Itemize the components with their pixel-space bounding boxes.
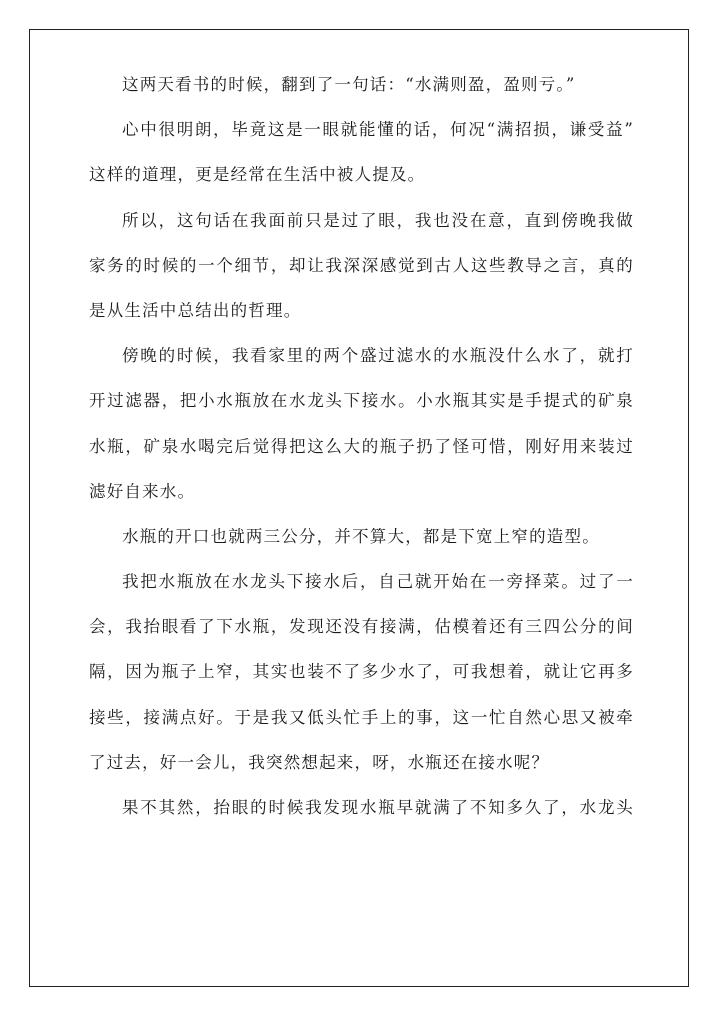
document-body <box>89 62 634 830</box>
text-line: 水瓶，矿泉水喝完后觉得把这么大的瓶子扔了怪可惜，刚好用来装过 <box>89 436 634 456</box>
text-line: 是从生活中总结出的哲理。 <box>89 300 302 320</box>
text-line: 了过去，好一会儿，我突然想起来，呀，水瓶还在接水呢？ <box>89 752 550 772</box>
text-line: 家务的时候的一个细节，却让我深深感觉到古人这些教导之言，真的 <box>89 255 634 275</box>
text-line: 我把水瓶放在水龙头下接水后，自己就开始在一旁择菜。过了一 <box>122 572 634 592</box>
text-line: 所以，这句话在我面前只是过了眼，我也没在意，直到傍晚我做 <box>122 210 634 230</box>
text-line: 这两天看书的时候，翻到了一句话：“水满则盈，盈则亏。” <box>122 75 576 94</box>
text-line: 隔，因为瓶子上窄，其实也装不了多少水了，可我想着，就让它再多 <box>89 662 634 682</box>
text-line: 这样的道理，更是经常在生活中被人提及。 <box>89 165 426 185</box>
text-line: 心中很明朗，毕竟这是一眼就能懂的话，何况“满招损，谦受益” <box>122 120 634 140</box>
text-line: 果不其然，抬眼的时候我发现水瓶早就满了不知多久了，水龙头 <box>122 798 634 817</box>
text-line: 水瓶的开口也就两三公分，并不算大，都是下宽上窄的造型。 <box>122 526 600 546</box>
text-line: 滤好自来水。 <box>89 481 196 501</box>
text-line: 开过滤器，把小水瓶放在水龙头下接水。小水瓶其实是手提式的矿泉 <box>89 391 634 411</box>
text-line: 接些，接满点好。于是我又低头忙手上的事，这一忙自然心思又被牵 <box>89 707 634 727</box>
text-line: 傍晚的时候，我看家里的两个盛过滤水的水瓶没什么水了，就打 <box>122 346 634 366</box>
text-line: 会，我抬眼看了下水瓶，发现还没有接满，估模着还有三四公分的间 <box>89 617 634 637</box>
